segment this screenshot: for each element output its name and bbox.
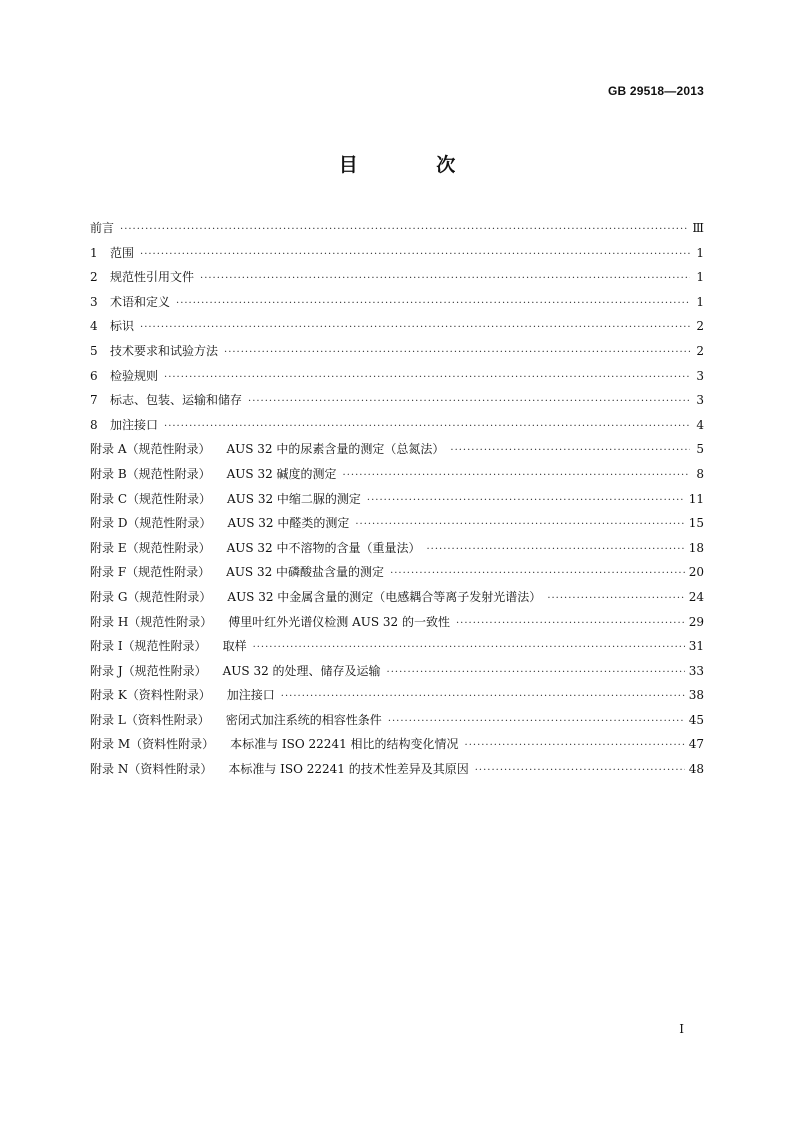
toc-entry-title: 傅里叶红外光谱仪检测 AUS 32 的一致性 bbox=[228, 614, 450, 629]
toc-dot-leader bbox=[387, 661, 685, 686]
toc-dot-leader bbox=[281, 685, 685, 710]
toc-dot-leader bbox=[367, 489, 685, 514]
toc-entry-page: 1 bbox=[696, 245, 704, 260]
toc-entry-page: 48 bbox=[688, 762, 704, 777]
toc-dot-leader bbox=[140, 316, 690, 341]
toc-dot-leader bbox=[253, 636, 685, 661]
toc-entry-title: 密闭式加注系统的相容性条件 bbox=[225, 712, 382, 727]
toc-entry-title: AUS 32 中金属含量的测定（电感耦合等离子发射光谱法） bbox=[227, 589, 542, 604]
toc-entry-title: 检验规则 bbox=[110, 368, 159, 383]
toc-entry[interactable] bbox=[90, 585, 704, 610]
toc-dot-leader bbox=[475, 759, 685, 784]
toc-dot-leader bbox=[120, 218, 688, 243]
toc-entry-page: 38 bbox=[688, 688, 704, 703]
toc-entry-page: 15 bbox=[688, 516, 704, 531]
toc-entry-number: 8 bbox=[90, 417, 98, 432]
toc-entry-title: AUS 32 碱度的测定 bbox=[226, 466, 337, 481]
toc-entry-appendix: 附录 K（资料性附录） bbox=[90, 688, 211, 703]
toc-entry[interactable] bbox=[90, 536, 704, 561]
toc-entry-appendix: 附录 A（规范性附录） bbox=[90, 442, 211, 457]
toc-entry-page: 2 bbox=[696, 319, 704, 334]
toc-entry-appendix: 附录 H（规范性附录） bbox=[90, 614, 213, 629]
toc-entry[interactable] bbox=[90, 339, 704, 364]
toc-entry-appendix: 附录 D（规范性附录） bbox=[90, 516, 212, 531]
toc-entry-page: 4 bbox=[696, 417, 704, 432]
toc-dot-leader bbox=[426, 538, 684, 563]
toc-entry[interactable] bbox=[90, 265, 704, 290]
toc-entry-title: 本标准与 ISO 22241 的技术性差异及其原因 bbox=[228, 762, 469, 777]
toc-entry-title: 术语和定义 bbox=[110, 294, 171, 309]
toc-dot-leader bbox=[547, 587, 684, 612]
toc-dot-leader bbox=[355, 513, 684, 538]
toc-dot-leader bbox=[390, 562, 685, 587]
toc-dot-leader bbox=[456, 612, 685, 637]
toc-entry[interactable] bbox=[90, 462, 704, 487]
toc-entry-page: 3 bbox=[696, 368, 704, 383]
toc-entry-appendix: 附录 F（规范性附录） bbox=[90, 565, 211, 580]
toc-entry-appendix: 附录 I（规范性附录） bbox=[90, 639, 207, 654]
toc-entry-title: AUS 32 中不溶物的含量（重量法） bbox=[226, 540, 421, 555]
toc-entry-title: AUS 32 的处理、储存及运输 bbox=[222, 663, 381, 678]
toc-entry-number: 2 bbox=[90, 270, 98, 285]
toc-entry[interactable] bbox=[90, 610, 704, 635]
toc-entry[interactable] bbox=[90, 708, 704, 733]
toc-entry-page: 20 bbox=[688, 565, 704, 580]
toc-entry[interactable] bbox=[90, 560, 704, 585]
toc-entry-title: 规范性引用文件 bbox=[110, 270, 195, 285]
toc-entry[interactable] bbox=[90, 732, 704, 757]
toc-entry-number: 5 bbox=[90, 343, 98, 358]
toc-entry-number: 3 bbox=[90, 294, 98, 309]
toc-entry-page: 33 bbox=[688, 663, 704, 678]
toc-dot-leader bbox=[164, 415, 690, 440]
toc-entry-page: 8 bbox=[696, 466, 704, 481]
toc-dot-leader bbox=[465, 734, 685, 759]
toc-entry-number: 4 bbox=[90, 319, 98, 334]
toc-entry-number: 6 bbox=[90, 368, 98, 383]
toc-entry-page: 5 bbox=[696, 442, 704, 457]
toc-entry-title: 加注接口 bbox=[226, 688, 275, 703]
toc-entry-title: 本标准与 ISO 22241 相比的结构变化情况 bbox=[230, 737, 459, 752]
toc-entry-page: 45 bbox=[688, 712, 704, 727]
toc-dot-leader bbox=[200, 267, 690, 292]
toc-entry-title: 技术要求和试验方法 bbox=[110, 343, 219, 358]
toc-entry-page: 3 bbox=[696, 393, 704, 408]
standard-code: GB 29518—2013 bbox=[608, 84, 704, 98]
toc-entry-page: 2 bbox=[696, 343, 704, 358]
toc-entry-title: 前言 bbox=[90, 221, 115, 235]
toc-entry-page: 29 bbox=[688, 614, 704, 629]
toc-entry[interactable] bbox=[90, 388, 704, 413]
toc-entry-number: 7 bbox=[90, 393, 98, 408]
toc-entry-page: 1 bbox=[696, 270, 704, 285]
toc-entry-title: AUS 32 中磷酸盐含量的测定 bbox=[226, 565, 385, 580]
toc-entry-title: 标志、包装、运输和储存 bbox=[110, 393, 243, 408]
toc-entry-title: AUS 32 中的尿素含量的测定（总氮法） bbox=[226, 442, 445, 457]
toc-entry[interactable] bbox=[90, 683, 704, 708]
toc-entry[interactable] bbox=[90, 314, 704, 339]
toc-entry-page: 24 bbox=[688, 589, 704, 604]
toc-dot-leader bbox=[343, 464, 690, 489]
toc-entry[interactable] bbox=[90, 634, 704, 659]
toc-entry[interactable] bbox=[90, 757, 704, 782]
toc-entry-page: 47 bbox=[688, 737, 704, 752]
toc-entry-appendix: 附录 C（规范性附录） bbox=[90, 491, 211, 506]
toc-dot-leader bbox=[164, 366, 690, 391]
toc-entry-appendix: 附录 E（规范性附录） bbox=[90, 540, 211, 555]
toc-dot-leader bbox=[388, 710, 685, 735]
toc-entry-page: Ⅲ bbox=[692, 221, 704, 235]
page-title: 目 次 bbox=[338, 154, 492, 176]
toc-entry-title: AUS 32 中缩二脲的测定 bbox=[227, 491, 361, 506]
toc-entry[interactable] bbox=[90, 364, 704, 389]
toc-entry[interactable] bbox=[90, 413, 704, 438]
toc-entry-page: 11 bbox=[688, 491, 704, 506]
toc-dot-leader bbox=[224, 341, 690, 366]
toc-entry-appendix: 附录 N（资料性附录） bbox=[90, 762, 213, 777]
toc-entry[interactable] bbox=[90, 659, 704, 684]
toc-dot-leader bbox=[176, 292, 690, 317]
toc-entry-title: 加注接口 bbox=[110, 417, 159, 432]
toc-entry-appendix: 附录 L（资料性附录） bbox=[90, 712, 210, 727]
toc-entry[interactable] bbox=[90, 290, 704, 315]
toc-entry[interactable] bbox=[90, 511, 704, 536]
toc-entry-title: 范围 bbox=[110, 245, 135, 260]
toc-entry-title: 取样 bbox=[222, 639, 247, 654]
toc-entry-page: 18 bbox=[688, 540, 704, 555]
toc-entry-appendix: 附录 M（资料性附录） bbox=[90, 737, 215, 752]
toc-entry-page: 1 bbox=[696, 294, 704, 309]
toc-entry[interactable] bbox=[90, 241, 704, 266]
table-of-contents bbox=[90, 216, 704, 782]
toc-entry-appendix: 附录 J（规范性附录） bbox=[90, 663, 207, 678]
toc-entry[interactable] bbox=[90, 487, 704, 512]
toc-entry-appendix: 附录 G（规范性附录） bbox=[90, 589, 212, 604]
toc-dot-leader bbox=[450, 439, 690, 464]
toc-entry-page: 31 bbox=[688, 639, 704, 654]
toc-entry-appendix: 附录 B（规范性附录） bbox=[90, 466, 211, 481]
toc-dot-leader bbox=[248, 390, 690, 415]
toc-entry[interactable] bbox=[90, 437, 704, 462]
toc-entry-number: 1 bbox=[90, 245, 98, 260]
toc-entry-title: AUS 32 中醛类的测定 bbox=[227, 516, 350, 531]
toc-entry-title: 标识 bbox=[110, 319, 135, 334]
toc-entry[interactable] bbox=[90, 216, 704, 241]
page-number: I bbox=[679, 1022, 684, 1036]
toc-dot-leader bbox=[140, 243, 690, 268]
